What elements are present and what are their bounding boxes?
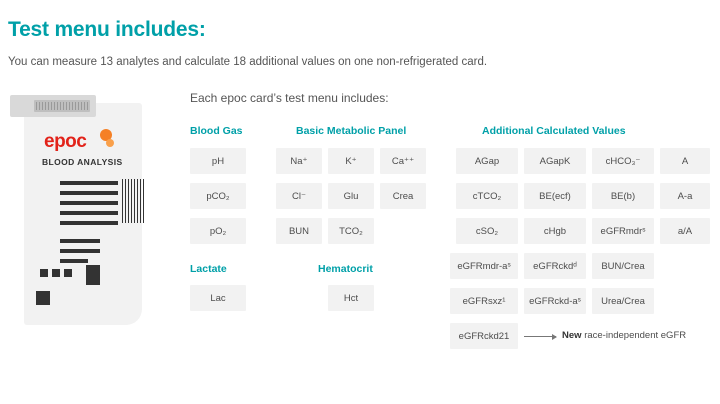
- calculated-cell: eGFRckd-aˢ: [524, 288, 586, 314]
- analyte-cell: Glu: [328, 183, 374, 209]
- column-heading-basic-metabolic-panel: Basic Metabolic Panel: [296, 125, 407, 137]
- calculated-cell: eGFRckdᵈ: [524, 253, 586, 279]
- calculated-cell: eGFRmdrˢ: [592, 218, 654, 244]
- card-line: [60, 239, 100, 243]
- calculated-cell: AGapK: [524, 148, 586, 174]
- column-heading-blood-gas: Blood Gas: [190, 125, 243, 137]
- calculated-cell: cHgb: [524, 218, 586, 244]
- analyte-cell: Na⁺: [276, 148, 322, 174]
- page-title: Test menu includes:: [8, 18, 206, 41]
- card-line: [60, 201, 118, 205]
- card-square: [64, 269, 72, 277]
- epoc-logo-dot-small-icon: [106, 139, 114, 147]
- calculated-cell: BE(ecf): [524, 183, 586, 209]
- card-line: [60, 181, 118, 185]
- card-top-tab: [10, 95, 96, 117]
- card-square: [40, 269, 48, 277]
- epoc-card-illustration: [10, 95, 170, 335]
- calculated-cell: cHCO₃⁻: [592, 148, 654, 174]
- calculated-cell: eGFRsxz¹: [450, 288, 518, 314]
- card-square: [52, 269, 60, 277]
- calculated-cell: a/A: [660, 218, 710, 244]
- card-barcode-icon: [122, 179, 146, 223]
- calculated-cell: A-a: [660, 183, 710, 209]
- column-heading-lactate: Lactate: [190, 263, 227, 275]
- analyte-cell: Hct: [328, 285, 374, 311]
- analyte-cell: pO₂: [190, 218, 246, 244]
- footnote: [562, 330, 686, 341]
- arrow-icon: [524, 336, 556, 337]
- analyte-cell: Crea: [380, 183, 426, 209]
- card-tagline: BLOOD ANALYSIS: [42, 157, 123, 167]
- card-line: [60, 191, 118, 195]
- analyte-cell: pCO₂: [190, 183, 246, 209]
- epoc-logo-text: epoc: [44, 131, 87, 152]
- card-line: [60, 259, 88, 263]
- intro-text: Each epoc card’s test menu includes:: [190, 91, 389, 105]
- analyte-cell: Ca⁺⁺: [380, 148, 426, 174]
- calculated-cell: A: [660, 148, 710, 174]
- footnote-highlight: New: [562, 330, 582, 341]
- calculated-cell: eGFRmdr-aˢ: [450, 253, 518, 279]
- calculated-cell: cSO₂: [456, 218, 518, 244]
- card-line: [60, 249, 100, 253]
- calculated-cell: BE(b): [592, 183, 654, 209]
- card-block: [86, 265, 100, 285]
- column-heading-additional-calculated-values: Additional Calculated Values: [482, 125, 626, 137]
- analyte-cell: TCO₂: [328, 218, 374, 244]
- page-subtitle: You can measure 13 analytes and calculate 18 additional values on one non-refrigerated card.: [8, 56, 488, 68]
- left-margin: [0, 0, 8, 404]
- analyte-cell: pH: [190, 148, 246, 174]
- footnote-text: race-independent eGFR: [584, 330, 687, 341]
- card-line: [60, 221, 118, 225]
- card-contact-strip: [34, 100, 90, 112]
- analyte-cell: Cl⁻: [276, 183, 322, 209]
- card-block: [36, 291, 50, 305]
- analyte-cell: Lac: [190, 285, 246, 311]
- calculated-cell: cTCO₂: [456, 183, 518, 209]
- card-line: [60, 211, 118, 215]
- calculated-cell: Urea/Crea: [592, 288, 654, 314]
- calculated-cell: BUN/Crea: [592, 253, 654, 279]
- column-heading-hematocrit: Hematocrit: [318, 263, 373, 275]
- calculated-cell: AGap: [456, 148, 518, 174]
- calculated-cell: eGFRckd21: [450, 323, 518, 349]
- analyte-cell: K⁺: [328, 148, 374, 174]
- analyte-cell: BUN: [276, 218, 322, 244]
